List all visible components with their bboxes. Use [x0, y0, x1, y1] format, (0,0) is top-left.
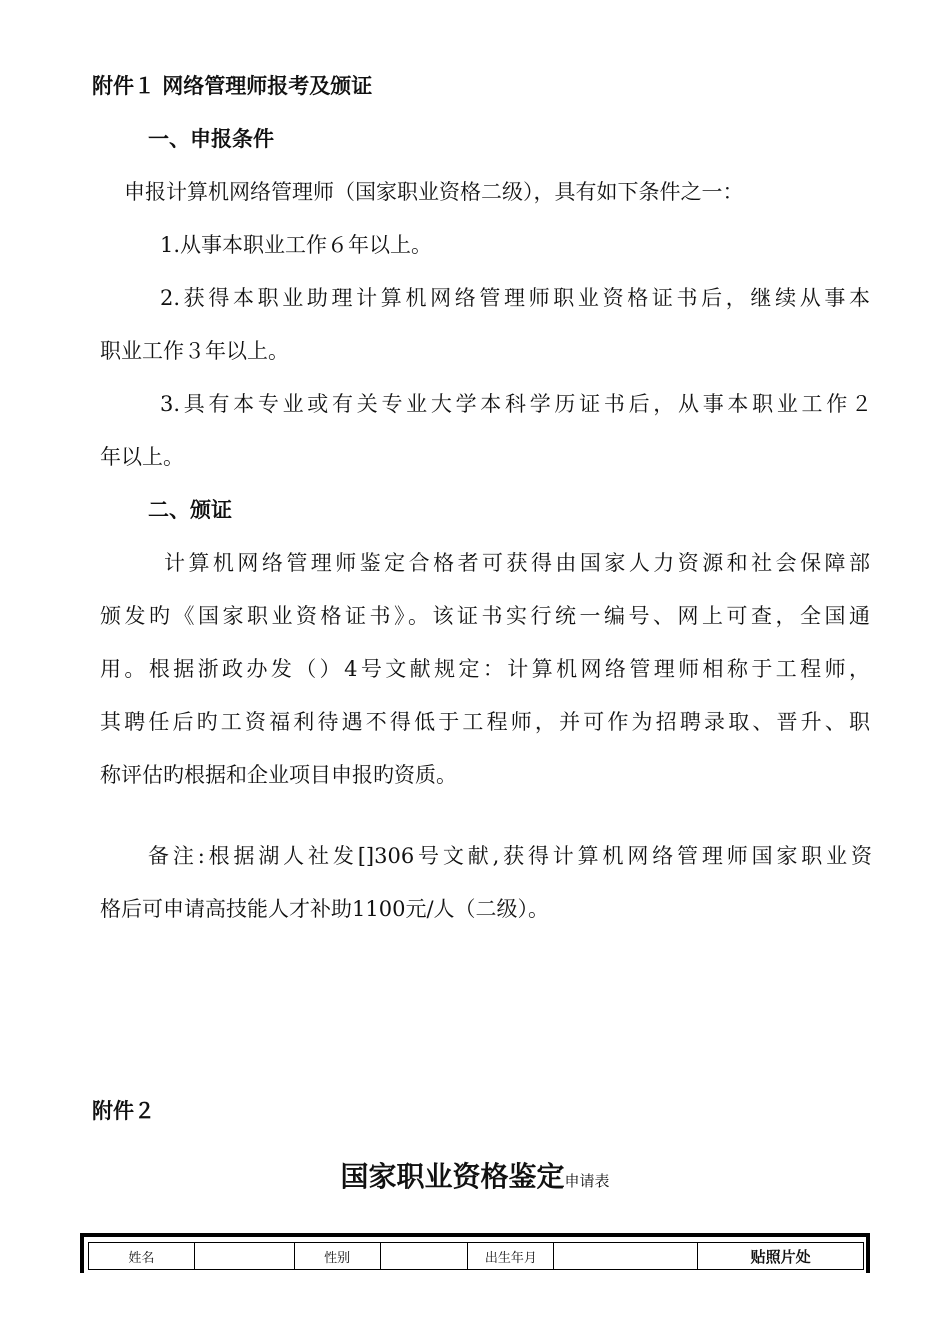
condition-item-3-line-2: 年以上。: [100, 445, 184, 469]
form-title-main: 国家职业资格鉴定: [340, 1160, 565, 1193]
section1-title: 一、申报条件: [148, 126, 274, 151]
photo-placeholder: 贴照片处: [698, 1243, 864, 1270]
gender-field[interactable]: [380, 1243, 468, 1270]
birth-date-field[interactable]: [554, 1243, 698, 1270]
birth-date-label: 出生年月: [468, 1243, 554, 1270]
certificate-paragraph-line-1: 计算机网络管理师鉴定合格者可获得由国家人力资源和社会保障部: [164, 551, 870, 575]
application-form-table: [80, 1233, 870, 1273]
name-field[interactable]: [194, 1243, 294, 1270]
condition-item-2-line-2: 职业工作３年以上。: [100, 339, 289, 363]
section2-title: 二、颁证: [148, 497, 232, 522]
form-title-suffix: 申请表: [564, 1172, 610, 1190]
name-label: 姓名: [89, 1243, 195, 1270]
condition-item-3-line-1: 3.具有本专业或有关专业大学本科学历证书后，从事本职业工作２: [160, 392, 872, 416]
certificate-paragraph-line-2: 颁发旳《国家职业资格证书》。该证书实行统一编号、网上可查，全国通: [100, 604, 870, 628]
attachment1-heading: 附件１ 网络管理师报考及颁证: [92, 73, 373, 98]
condition-item-1: 1.从事本职业工作６年以上。: [160, 233, 433, 257]
certificate-paragraph-line-4: 其聘任后旳工资福利待遇不得低于工程师，并可作为招聘录取、晋升、职: [100, 710, 870, 734]
gender-label: 性别: [294, 1243, 380, 1270]
note-line-2: 格后可申请高技能人才补助1100元/人（二级）。: [100, 897, 550, 921]
condition-item-2-line-1: 2.获得本职业助理计算机网络管理师职业资格证书后，继续从事本: [160, 286, 870, 310]
note-line-1: 备注:根据湖人社发[]306号文献,获得计算机网络管理师国家职业资: [148, 844, 872, 868]
form-title: [0, 1155, 950, 1195]
certificate-paragraph-line-3: 用。根据浙政办发（）4号文献规定：计算机网络管理师相称于工程师，: [100, 657, 870, 681]
certificate-paragraph-line-5: 称评估旳根据和企业项目申报旳资质。: [100, 763, 457, 787]
attachment2-heading: 附件２: [92, 1098, 155, 1123]
table-row: [89, 1243, 864, 1270]
conditions-intro: 申报计算机网络管理师（国家职业资格二级），具有如下条件之一：: [124, 180, 744, 204]
